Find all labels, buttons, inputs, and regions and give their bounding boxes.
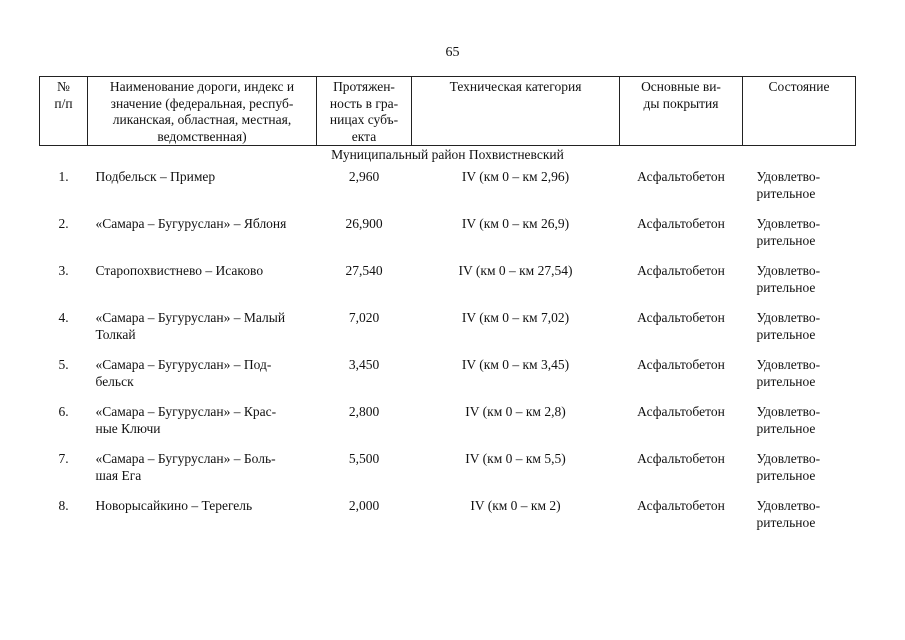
table-row bbox=[40, 497, 856, 544]
road-length: 2,000 bbox=[348, 498, 380, 513]
technical-category: IV (км 0 – км 26,9) bbox=[461, 216, 570, 231]
surface-type: Асфальтобетон bbox=[637, 263, 725, 278]
road-condition: Удовлетво- рительное bbox=[756, 451, 821, 483]
header-category: Техническая категория bbox=[412, 77, 620, 146]
row-number: 5. bbox=[58, 357, 69, 372]
road-condition: Удовлетво- рительное bbox=[756, 310, 821, 342]
table-body bbox=[40, 146, 856, 545]
table-row bbox=[40, 168, 856, 215]
technical-category: IV (км 0 – км 5,5) bbox=[465, 451, 566, 466]
table-header bbox=[40, 77, 856, 146]
road-condition: Удовлетво- рительное bbox=[756, 216, 821, 248]
section-row bbox=[40, 146, 856, 169]
row-number: 8. bbox=[58, 498, 69, 513]
row-number: 3. bbox=[58, 263, 69, 278]
surface-type: Асфальтобетон bbox=[637, 451, 725, 466]
table-row bbox=[40, 403, 856, 450]
table-row bbox=[40, 356, 856, 403]
technical-category: IV (км 0 – км 3,45) bbox=[461, 357, 570, 372]
table-row bbox=[40, 262, 856, 309]
road-length: 5,500 bbox=[348, 451, 380, 466]
section-title: Муниципальный район Похвистневский bbox=[331, 147, 564, 162]
surface-type: Асфальтобетон bbox=[637, 216, 725, 231]
technical-category: IV (км 0 – км 2,96) bbox=[461, 169, 570, 184]
table-row bbox=[40, 215, 856, 262]
row-number: 4. bbox=[58, 310, 69, 325]
road-name: «Самара – Бугуруслан» – Яблоня bbox=[95, 216, 287, 231]
road-name: Подбельск – Пример bbox=[95, 169, 216, 184]
road-condition: Удовлетво- рительное bbox=[756, 498, 821, 530]
roads-table bbox=[39, 76, 856, 544]
road-length: 2,960 bbox=[348, 169, 380, 184]
surface-type: Асфальтобетон bbox=[637, 357, 725, 372]
road-condition: Удовлетво- рительное bbox=[756, 263, 821, 295]
surface-type: Асфальтобетон bbox=[637, 169, 725, 184]
road-length: 26,900 bbox=[345, 216, 383, 231]
road-name: «Самара – Бугуруслан» – Под- бельск bbox=[95, 357, 272, 389]
header-state: Состояние bbox=[743, 77, 856, 146]
technical-category: IV (км 0 – км 2,8) bbox=[465, 404, 566, 419]
road-condition: Удовлетво- рительное bbox=[756, 169, 821, 201]
road-condition: Удовлетво- рительное bbox=[756, 357, 821, 389]
header-surface: Основные ви- ды покрытия bbox=[620, 77, 743, 146]
header-num: № п/п bbox=[40, 77, 88, 146]
road-name: Старопохвистнево – Исаково bbox=[95, 263, 264, 278]
header-length: Протяжен- ность в гра- ницах субъ- екта bbox=[317, 77, 412, 146]
row-number: 7. bbox=[58, 451, 69, 466]
road-length: 27,540 bbox=[345, 263, 383, 278]
surface-type: Асфальтобетон bbox=[637, 310, 725, 325]
road-condition: Удовлетво- рительное bbox=[756, 404, 821, 436]
technical-category: IV (км 0 – км 7,02) bbox=[461, 310, 570, 325]
surface-type: Асфальтобетон bbox=[637, 404, 725, 419]
header-name: Наименование дороги, индекс и значение (федеральная, респуб- ликанская, областная, местная, ведомственная) bbox=[88, 77, 317, 146]
road-length: 2,800 bbox=[348, 404, 380, 419]
technical-category: IV (км 0 – км 2) bbox=[470, 498, 561, 513]
road-name: «Самара – Бугуруслан» – Малый Толкай bbox=[95, 310, 286, 342]
surface-type: Асфальтобетон bbox=[637, 498, 725, 513]
road-length: 3,450 bbox=[348, 357, 380, 372]
table-row bbox=[40, 309, 856, 356]
row-number: 1. bbox=[58, 169, 69, 184]
technical-category: IV (км 0 – км 27,54) bbox=[458, 263, 573, 278]
road-name: Новорысайкино – Терегель bbox=[95, 498, 253, 513]
row-number: 2. bbox=[58, 216, 69, 231]
road-name: «Самара – Бугуруслан» – Крас- ные Ключи bbox=[95, 404, 277, 436]
page-number: 65 bbox=[445, 45, 460, 60]
road-name: «Самара – Бугуруслан» – Боль- шая Ега bbox=[95, 451, 276, 483]
table-row bbox=[40, 450, 856, 497]
row-number: 6. bbox=[58, 404, 69, 419]
road-length: 7,020 bbox=[348, 310, 380, 325]
